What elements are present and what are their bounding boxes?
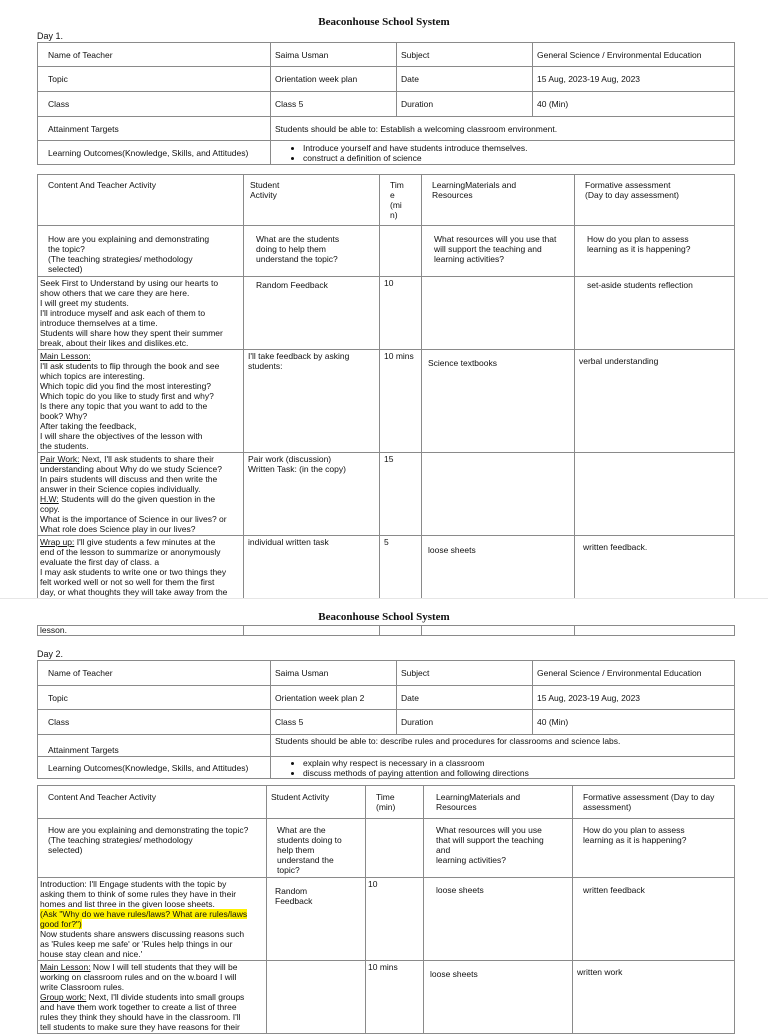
outcome-item: • Introduce yourself and have students introduce themselves.: [303, 143, 730, 153]
section-heading: Main Lesson:: [40, 351, 91, 361]
teacher-value: Saima Usman: [271, 43, 397, 67]
targets-value: Students should be able to: describe rules and procedures for classrooms and science labs.: [271, 735, 735, 757]
row-content: Main Lesson: Now I will tell students that they will be working on classroom rules and on the w.board I will write Classroom rules. Group work: Next, I'll divide students into small groups and have them work together to create a list of three rules they think they should have in the classroom. I'll tell students to make sure they have reasons for their: [38, 961, 267, 1034]
row-content: Pair Work: Next, I'll ask students to share their understanding about Why do we study Science? In pairs students will discuss and then write the answer in their Science copies individually. H.W: Students will do the given question in the copy. What is the importance of Science in our lives? or What role does Science play in our lives?: [38, 453, 244, 536]
outcomes-list: [271, 757, 735, 779]
topic-value: Orientation week plan: [271, 67, 397, 92]
topic-label: Topic: [38, 67, 271, 92]
question-student: What are the students doing to help them understand the topic?: [244, 226, 380, 277]
subject-value: General Science / Environmental Education: [533, 661, 735, 686]
duration-value: 40 (Min): [533, 710, 735, 735]
header-student: Student Activity: [244, 175, 380, 226]
row-time: 10: [380, 277, 422, 350]
outcome-item: • discuss methods of paying attention and following directions: [303, 768, 730, 778]
row-materials: [422, 277, 575, 350]
date-value: 15 Aug, 2023-19 Aug, 2023: [533, 686, 735, 710]
page-title: Beaconhouse School System: [318, 16, 450, 28]
question-content: How are you explaining and demonstrating the topic? (The teaching strategies/ methodology selected): [38, 819, 267, 878]
row-assessment: verbal understanding: [575, 350, 735, 453]
row-time: 10: [366, 878, 424, 961]
day-label: Day 2.: [37, 649, 64, 659]
duration-label: Duration: [397, 710, 533, 735]
teacher-label: Name of Teacher: [38, 661, 271, 686]
question-materials: What resources will you use that will support the teaching and learning activities?: [424, 819, 573, 878]
teacher-label: Name of Teacher: [38, 43, 271, 67]
header-time: Time (min): [366, 786, 424, 819]
date-label: Date: [397, 67, 533, 92]
row-materials: loose sheets: [424, 961, 573, 1034]
row-assessment: [575, 453, 735, 536]
row-assessment: written feedback.: [575, 536, 735, 599]
header-materials: LearningMaterials and Resources: [422, 175, 575, 226]
subject-label: Subject: [397, 43, 533, 67]
header-materials: LearningMaterials and Resources: [424, 786, 573, 819]
page-title: Beaconhouse School System: [318, 611, 450, 623]
section-heading: Wrap up:: [40, 537, 75, 547]
class-label: Class: [38, 710, 271, 735]
topic-value: Orientation week plan 2: [271, 686, 397, 710]
continued-text: lesson.: [38, 626, 244, 636]
row-assessment: written work: [573, 961, 735, 1034]
continued-row: [37, 625, 735, 636]
section-heading: H.W:: [40, 494, 59, 504]
row-assessment: written feedback: [573, 878, 735, 961]
row-content: Wrap up: I'll give students a few minutes at the end of the lesson to summarize or anonymously evaluate the first day of class. a I may ask students to write one or two things they felt worked well or not so well for them the first day, or what thoughts they will take away from the: [38, 536, 244, 599]
row-content: Main Lesson: I'll ask students to flip through the book and see which topics are interesting. Which topic did you find the most interesting? Which topic do you like to study first and why? Is there any topic that you want to add to the book? Why? After taking the feedback, I will share the objectives of the lesson with the students.: [38, 350, 244, 453]
row-student: [267, 961, 366, 1034]
row-materials: loose sheets: [422, 536, 575, 599]
row-materials: loose sheets: [424, 878, 573, 961]
header-student: Student Activity: [267, 786, 366, 819]
class-label: Class: [38, 92, 271, 117]
section-heading: Pair Work:: [40, 454, 80, 464]
date-value: 15 Aug, 2023-19 Aug, 2023: [533, 67, 735, 92]
question-assessment: How do you plan to assess learning as it is happening?: [575, 226, 735, 277]
outcomes-label: Learning Outcomes(Knowledge, Skills, and Attitudes): [38, 141, 271, 165]
header-assessment: Formative assessment (Day to day assessment): [575, 175, 735, 226]
header-content: Content And Teacher Activity: [38, 175, 244, 226]
row-student: individual written task: [244, 536, 380, 599]
row-student: Random Feedback: [244, 277, 380, 350]
subject-value: General Science / Environmental Education: [533, 43, 735, 67]
outcome-item: • construct a definition of science: [303, 153, 730, 163]
outcomes-list: [271, 141, 735, 165]
header-content: Content And Teacher Activity: [38, 786, 267, 819]
row-student: Random Feedback: [267, 878, 366, 961]
question-content: How are you explaining and demonstrating the topic? (The teaching strategies/ methodology selected): [38, 226, 244, 277]
day2-activity-table: [37, 785, 735, 1034]
highlighted-question: (Ask "Why do we have rules/laws? What are rules/laws good for?"): [40, 909, 248, 929]
section-heading: Group work:: [40, 992, 87, 1002]
targets-label: Attainment Targets: [38, 735, 271, 757]
question-time: [380, 226, 422, 277]
page-break: [0, 598, 768, 599]
row-assessment: set-aside students reflection: [575, 277, 735, 350]
row-content: Seek First to Understand by using our hearts to show others that we care they are here. I will greet my students. I'll introduce myself and ask each of them to introduce themselves at a time. Students will share how they spent their summer break, about their likes and dislikes.etc.: [38, 277, 244, 350]
date-label: Date: [397, 686, 533, 710]
row-time: 15: [380, 453, 422, 536]
teacher-value: Saima Usman: [271, 661, 397, 686]
duration-label: Duration: [397, 92, 533, 117]
row-materials: [422, 453, 575, 536]
header-time: Tim e (mi n): [380, 175, 422, 226]
row-time: 10 mins: [380, 350, 422, 453]
section-heading: Main Lesson:: [40, 962, 91, 972]
duration-value: 40 (Min): [533, 92, 735, 117]
class-value: Class 5: [271, 710, 397, 735]
row-student: I'll take feedback by asking students:: [244, 350, 380, 453]
class-value: Class 5: [271, 92, 397, 117]
subject-label: Subject: [397, 661, 533, 686]
header-assessment: Formative assessment (Day to day assessment): [573, 786, 735, 819]
day1-activity-table: [37, 174, 735, 599]
row-time: 10 mins: [366, 961, 424, 1034]
row-content: Introduction: I'll Engage students with the topic by asking them to think of some rules they have in their homes and list three in the given loose sheets. (Ask "Why do we have rules/laws? What are rules/laws good for?") Now students share answers discussing reasons such as 'Rules keep me safe' or 'Rules help things in our house stay clean and nice.': [38, 878, 267, 961]
targets-value: Students should be able to: Establish a welcoming classroom environment.: [271, 117, 735, 141]
targets-label: Attainment Targets: [38, 117, 271, 141]
outcomes-label: Learning Outcomes(Knowledge, Skills, and Attitudes): [38, 757, 271, 779]
question-materials: What resources will you use that will support the teaching and learning activities?: [422, 226, 575, 277]
question-assessment: How do you plan to assess learning as it is happening?: [573, 819, 735, 878]
question-time: [366, 819, 424, 878]
row-materials: Science textbooks: [422, 350, 575, 453]
row-student: Pair work (discussion) Written Task: (in the copy): [244, 453, 380, 536]
outcome-item: • explain why respect is necessary in a classroom: [303, 758, 730, 768]
day-label: Day 1.: [37, 31, 64, 41]
topic-label: Topic: [38, 686, 271, 710]
day2-info-table: [37, 660, 735, 779]
question-student: What are the students doing to help them understand the topic?: [267, 819, 366, 878]
day1-info-table: [37, 42, 735, 165]
row-time: 5: [380, 536, 422, 599]
